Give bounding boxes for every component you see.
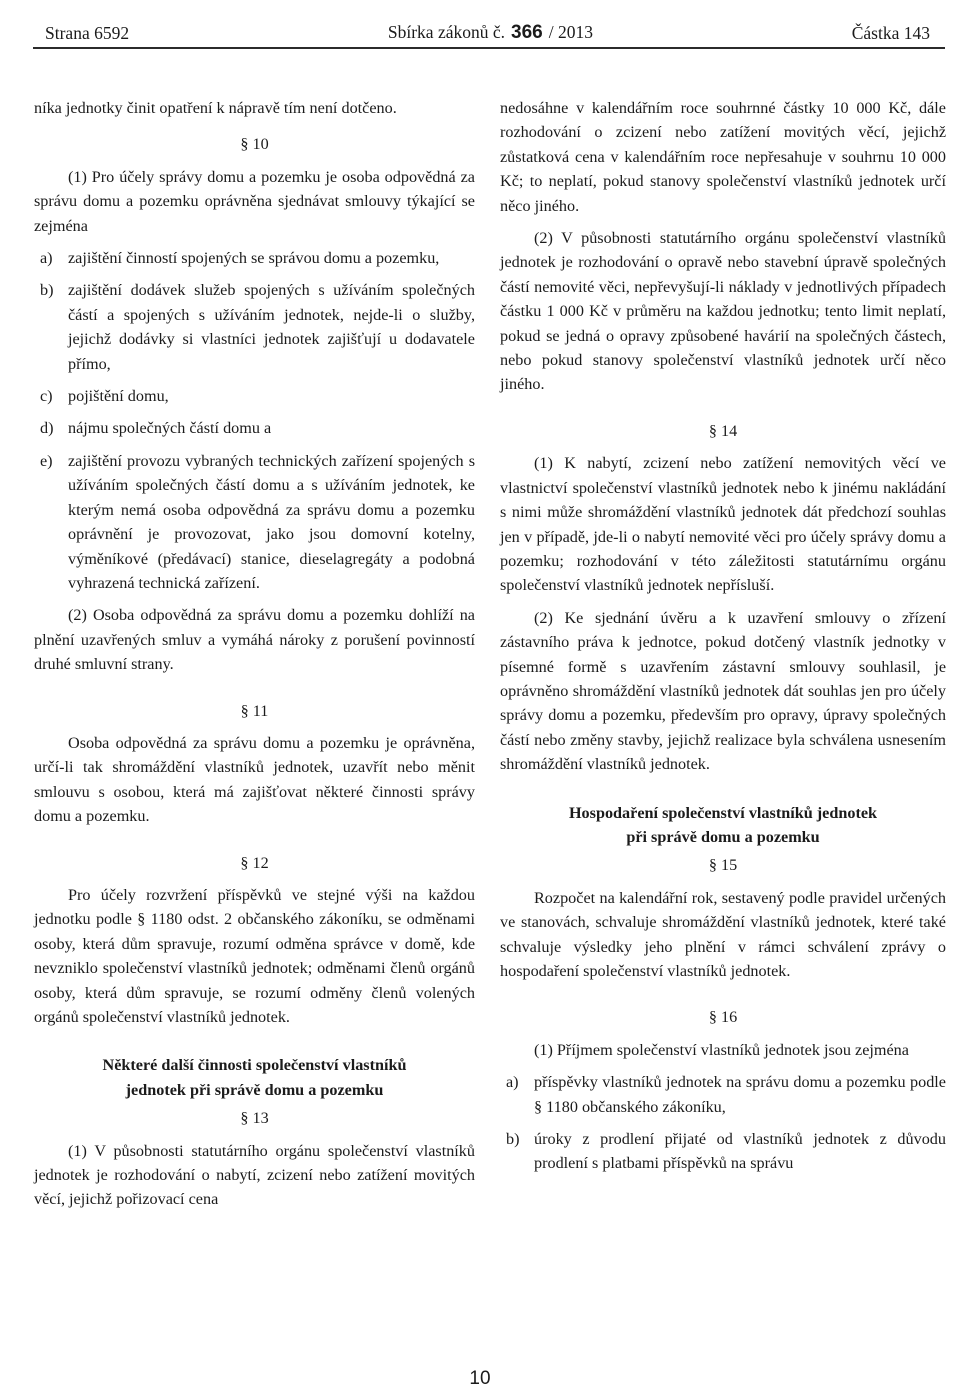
law-year: / 2013 xyxy=(548,22,593,42)
list-text: zajištění dodávek služeb spojených s užíváním společných částí a spojených s užíváním jednotek, nejde-li o služby, jejichž dodávky si vlastníci jednotek zajišťují u dodavatele přímo, xyxy=(68,281,475,373)
paragraph: (2) Ke sjednání úvěru a k uzavření smlouvy o zřízení zástavního práva k jednotce, pokud dotčený vlastník jednotky v písemné formě s uzavřením zástavní smlouvy souhlasil, je oprávněno shromáždění vlastníků jednotek dát souhlas jen pro účely správy domu a pozemku, především pro opravy, úpravy společných částí nebo změny stavby, jejichž realizace byla schválena usnesením shromáždění vlastníků jednotek. xyxy=(500,608,946,774)
paragraph: níka jednotky činit opatření k nápravě tím není dotčeno. xyxy=(34,99,397,117)
list-marker: c) xyxy=(40,387,53,406)
list-marker: b) xyxy=(40,281,54,300)
collection-label xyxy=(388,22,593,44)
list-text: zajištění provozu vybraných technických zařízení spojených s užíváním společných částí domu a s užíváním jednotek, ke kterým nemá osoba odpovědná za správu domu a pozemku oprávnění je provozovat, jako jsou domovní kotelny, výměníkové (předávací) stanice, dieselagregáty a podobná vyhrazená technická zařízení. xyxy=(68,451,475,592)
heading-line: Hospodaření společenství vlastníků jednotek xyxy=(568,803,878,822)
list-marker: d) xyxy=(40,419,54,438)
list-text: pojištění domu, xyxy=(68,387,169,406)
paragraph: (1) Pro účely správy domu a pozemku je osoba odpovědná za správu domu a pozemku oprávněna sjednávat smlouvy týkající se zejména xyxy=(34,167,475,235)
section-number: § 10 xyxy=(240,135,269,154)
section-number: § 12 xyxy=(240,853,269,872)
right-column xyxy=(500,96,946,1184)
list-item xyxy=(34,384,475,408)
list-item xyxy=(34,246,475,270)
page-number: 10 xyxy=(469,1368,491,1389)
paragraph: (1) Příjmem společenství vlastníků jednotek jsou zejména xyxy=(534,1040,909,1059)
list-item xyxy=(34,449,475,595)
list-item xyxy=(34,416,475,440)
list-item xyxy=(500,1070,946,1119)
paragraph: Pro účely rozvržení příspěvků ve stejné výši na každou jednotku podle § 1180 odst. 2 občanského zákoníku, se odměnami osoby, která dům spravuje, rozumí odměna správce v domě, kde nevzniklo společenství vlastníků jednotek; odměnami členů orgánů osoby, která dům spravuje, se rozumí odměny členů volených orgánů společenství vlastníků jednotek. xyxy=(34,885,475,1026)
heading-line: jednotek při správě domu a pozemku xyxy=(125,1080,384,1099)
heading-line: Některé další činnosti společenství vlastníků xyxy=(102,1056,407,1075)
left-column xyxy=(34,96,475,1212)
page-label: Strana 6592 xyxy=(45,22,130,43)
paragraph: (1) K nabytí, zcizení nebo zatížení nemovitých věcí ve vlastnictví společenství vlastníků jednotek nebo k jinému nakládání s nimi může shromáždění vlastníků jednotek dát předchozí souhlas jen v případě, jde-li o nabytí nemovité věci pro účely správy domu a pozemku; rozhodování v této záležitosti statutárnímu orgánu společenství vlastníků jednotek nepřísluší. xyxy=(500,454,946,595)
header-rule xyxy=(33,47,945,49)
paragraph: (1) V působnosti statutárního orgánu společenství vlastníků jednotek je rozhodování o nabytí, zcizení nebo zatížení movitých věcí, jejichž pořizovací cena xyxy=(34,1141,475,1209)
paragraph: nedosáhne v kalendářním roce souhrnné částky 10 000 Kč, dále rozhodování o zcizení nebo zatížení movitých věcí, jejichž zůstatková cena v kalendářním roce nepřesahuje v souhrnu 10 000 Kč; to neplatí, pokud stanovy společenství vlastníků jednotek určí něco jiného. xyxy=(500,99,946,215)
list-text: zajištění činností spojených se správou domu a pozemku, xyxy=(68,249,440,268)
section-number: § 16 xyxy=(708,1008,738,1027)
list-text: příspěvky vlastníků jednotek na správu domu a pozemku podle § 1180 občanského zákoníku, xyxy=(534,1073,946,1116)
section-heading xyxy=(34,1053,475,1102)
section-number: § 15 xyxy=(708,856,738,875)
section-number: § 13 xyxy=(240,1109,269,1128)
list-marker: a) xyxy=(506,1073,519,1092)
list-item xyxy=(500,1127,946,1176)
section-number: § 11 xyxy=(240,701,269,720)
list-item xyxy=(34,278,475,376)
paragraph: (2) V působnosti statutárního orgánu společenství vlastníků jednotek je rozhodování o opravě nebo stavební úpravě společných částí nemovité věci, nepřevyšují-li náklady v jednotlivých případech částku 1 000 Kč v průměru na každou jednotku; tento limit neplatí, pokud se jedná o opravy způsobené havárií na společných částech, nebo pokud stanovy společenství vlastníků jednotek určí něco jiného. xyxy=(500,229,946,394)
list-text: úroky z prodlení přijaté od vlastníků jednotek z důvodu prodlení s platbami příspěvků na správu xyxy=(534,1130,946,1173)
list-marker: b) xyxy=(506,1130,520,1149)
paragraph: (2) Osoba odpovědná za správu domu a pozemku dohlíží na plnění uzavřených smluv a vymáhá nároky z porušení povinností druhé smluvní strany. xyxy=(34,606,475,674)
list-marker: e) xyxy=(40,451,53,470)
paragraph: Osoba odpovědná za správu domu a pozemku je oprávněna, určí-li tak shromáždění vlastníků jednotek, uzavřít nebo měnit smlouvu s osobou, která má zajišťovat některé činnosti správy domu a pozemku. xyxy=(34,733,475,826)
section-heading xyxy=(500,801,946,850)
heading-line: při správě domu a pozemku xyxy=(626,827,820,846)
list-marker: a) xyxy=(40,249,53,268)
law-number: 366 xyxy=(511,22,543,43)
part-label: Částka 143 xyxy=(851,22,930,43)
list-text: nájmu společných částí domu a xyxy=(68,419,272,438)
section-number: § 14 xyxy=(708,421,738,440)
collection-title: Sbírka zákonů č. xyxy=(387,22,505,42)
running-header xyxy=(45,18,930,48)
paragraph: Rozpočet na kalendářní rok, sestavený podle pravidel určených ve stanovách, schvaluje shromáždění vlastníků jednotek, které také schvaluje výsledky jeho plnění v rámci schválení zprávy o hospodaření společenství vlastníků jednotek. xyxy=(500,888,946,980)
